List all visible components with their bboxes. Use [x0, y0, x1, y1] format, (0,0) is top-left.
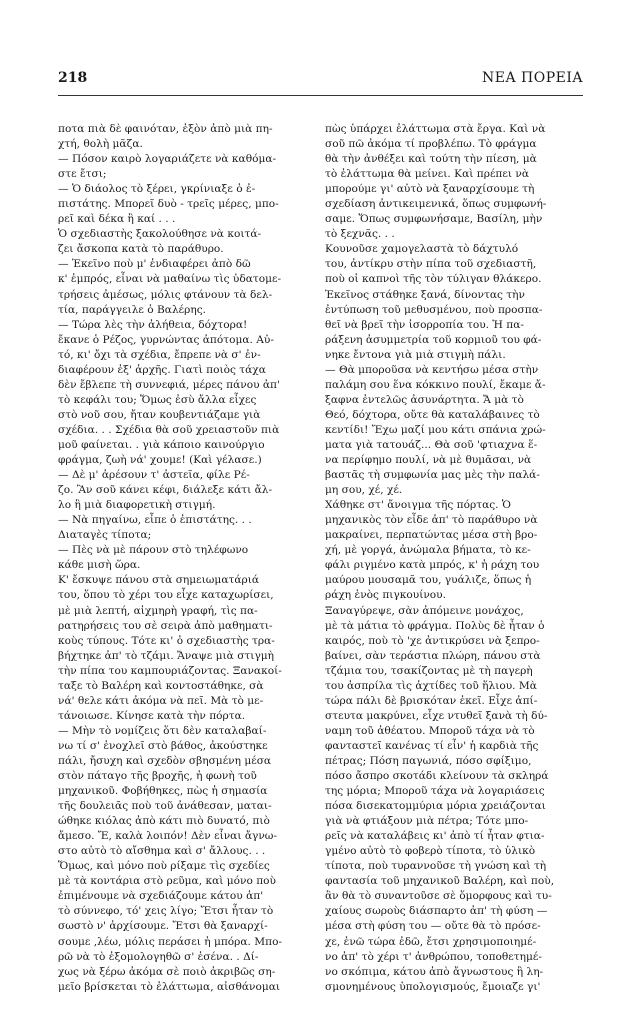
text-line: — Μὴν τὸ νομίζεις ὅτι δὲν καταλαβαί- — [58, 724, 267, 737]
text-line: ρῶ νὰ τὸ ἐξομολογηθῶ σ' ἐσένα. . Δί- — [58, 950, 259, 963]
text-line: σμονημένους ὑπολογισμούς, ἔμοιαζε γι' — [325, 980, 541, 993]
text-line: χτή, θολὴ μᾶζα. — [58, 138, 143, 151]
text-column-right — [325, 122, 583, 995]
text-line: βαίνει, σὰν τεράστια πλώρη, πάνου στὰ — [325, 649, 541, 662]
text-line: τὸ ξεχνᾶς. . . — [325, 228, 395, 241]
text-line: χή, μὲ γοργά, ἀνώμαλα βήματα, τὸ κε- — [325, 544, 531, 557]
text-line: — Τώρα λὲς τὴν ἀλήθεια, δόχτορα! — [58, 318, 248, 331]
text-line: ξαφνα ἐντελῶς ἀσυνάρτητα. Ἄ μὰ τὸ — [325, 393, 524, 406]
text-line: νηκε ἔντονα γιὰ μιὰ στιγμὴ πάλι. — [325, 348, 506, 361]
text-line: στο αὐτὸ τὸ αἴσθημα καὶ σ' ἄλλους. . . — [58, 845, 266, 858]
text-line: — Πὲς νὰ μὲ πάρουν στὸ τηλέφωνο — [58, 544, 249, 557]
text-line: πόσα δισεκατομμύρια μόρια χρειάζονται — [325, 800, 546, 813]
text-line: χαίους σωροὺς διάσπαρτο ἀπ' τὴ φύση — — [325, 905, 548, 918]
text-line: παλάμη σου ἕνα κόκκινο πουλί, ἔκαμε ἄ- — [325, 378, 546, 391]
text-line: Κ' ἔσκυψε πάνου στὰ σημειωματάριά — [58, 574, 260, 587]
text-line: γιὰ νὰ φτιάξουν μιὰ πέτρα; Τότε μπο- — [325, 815, 529, 828]
text-line: τὸ κεφάλι του; Ὅμως ἐσὺ ἄλλα εἶχες — [58, 393, 257, 406]
text-line: της μόρια; Μποροῦ τάχα νὰ λογαριάσεις — [325, 785, 545, 798]
page-header — [58, 70, 583, 92]
text-line: νο σκόπιμα, κάτου ἀπὸ ἄγνωστους ἢ λη- — [325, 965, 544, 978]
header-rule — [58, 95, 583, 96]
text-line: τζάμια του, τσακίζοντας μὲ τὴ παγερὴ — [325, 664, 533, 677]
text-line: τρήσεις ἀμέσως, μόλις φτάνουν τὰ δελ- — [58, 288, 273, 301]
text-line: φράγμα, ζωὴ νά' χουμε! (Καὶ γέλασε.) — [58, 454, 262, 467]
text-line: σχέδια. . . Σχέδια θὰ σοῦ χρειαστοῦν πιὰ — [58, 423, 280, 436]
text-line: στε ἔτσι; — [58, 168, 107, 181]
text-line: σαμε. Ὅπως συμφωνήσαμε, Βασίλη, μὴν — [325, 213, 543, 226]
text-line: κεντίδι! Ἔχω μαζί μου κάτι σπάνια χρώ- — [325, 423, 546, 436]
text-line: βαστᾶς τὴ συμφωνία μας μὲς τὴν παλά- — [325, 469, 540, 482]
text-line: Διαταγὲς τίποτα; — [58, 529, 152, 542]
text-line: χε, ἐνῶ τώρα ἐδῶ, ἔτσι χρησιμοποιημέ- — [325, 935, 537, 948]
text-line: Χάθηκε στ' ἄνοιγμα τῆς πόρτας. Ὁ — [325, 499, 511, 512]
text-line: να περίφημο πουλί, νὰ μὲ θυμᾶσαι, νὰ — [325, 454, 532, 467]
text-line: φαντασία τοῦ μηχανικοῦ Βαλέρη, καὶ ποὺ, — [325, 875, 555, 888]
text-line: στὸ νοῦ σου, ἤταν κουβεντιάζαμε γιὰ — [58, 408, 261, 421]
text-line: ματα γιὰ τατουάζ... Θὰ σοῦ 'φτιαχνα ἕ- — [325, 438, 538, 451]
text-line: κοὺς τύπους. Τότε κι' ὁ σχεδιαστὴς τρα- — [58, 634, 275, 647]
text-line: ράξενη ἀσυμμετρία τοῦ κορμιοῦ του φά- — [325, 333, 542, 346]
text-line: ἄμεσο. Ἔ, καλὰ λοιπόν! Δὲν εἶναι ἄγνω- — [58, 830, 277, 843]
text-line: ρεῖς νὰ καταλάβεις κι' ἀπὸ τί ἦταν φτια- — [325, 830, 545, 843]
text-line: τό, κι' ὄχι τὰ σχέδια, ἔπρεπε νὰ σ' ἐν- — [58, 348, 261, 361]
text-line: πάλι, ἤσυχη καὶ σχεδὸν σβησμένη μέσα — [58, 754, 272, 767]
text-line: θὰ τὴν ἀνθέξει καὶ τούτη τὴν πίεση, μὰ — [325, 153, 537, 166]
text-line: μπορούμε γι' αὐτὸ νὰ ξαναρχίσουμε τὴ — [325, 183, 535, 196]
text-line: κ' ἐμπρός, εἶναι νὰ μαθαίνω τὶς ὑδατομε- — [58, 273, 282, 286]
text-line: ώθηκε κιόλας ἀπὸ κάτι πιὸ δυνατό, πιὸ — [58, 815, 270, 828]
text-line: τία, παράγγειλε ὁ Βαλέρης. — [58, 303, 207, 316]
text-line: — Ὁ διάολος τὸ ξέρει, γκρίνιαξε ὁ ἐ- — [58, 183, 256, 196]
text-line: διαφέρουν ἐξ' ἀρχῆς. Γιατὶ ποιὸς τάχα — [58, 363, 266, 376]
text-line: ἂν θὰ τὸ συναντοῦσε σὲ ὅμορφους καὶ τυ- — [325, 890, 552, 903]
text-line: — Νὰ πηγαίνω, εἶπε ὁ ἐπιστάτης. . . — [58, 514, 252, 527]
text-line: ἐπιμένουμε νὰ σχεδιάζουμε κάτου ἀπ' — [58, 890, 264, 903]
text-line: δὲν ἔβλεπε τὴ συννεφιά, μέρες πάνου ἀπ' — [58, 378, 280, 391]
text-line: Ἐκεῖνος στάθηκε ξανά, δίνοντας τὴν — [325, 288, 525, 301]
text-line: ναμη τοῦ ἀθέατου. Μποροῦ τάχα νὰ τὸ — [325, 724, 535, 737]
text-line: φανταστεῖ κανένας τί εἶν' ἡ καρδιὰ τῆς — [325, 739, 539, 752]
text-line: νο ἀπ' τὸ χέρι τ' ἀνθρώπου, τοποθετημέ- — [325, 950, 542, 963]
text-line: μὲ μιὰ λεπτή, αἰχμηρὴ γραφή, τὶς πα- — [58, 604, 258, 617]
text-line: καιρός, ποὺ τὸ 'χε ἀντικρύσει νὰ ξεπρο- — [325, 634, 540, 647]
text-line: φάλι ριγμένο κατὰ μπρός, κ' ἡ ράχη του — [325, 559, 540, 572]
text-line: τώρα πάλι δὲ βρισκόταν ἐκεῖ. Εἶχε ἀπί- — [325, 694, 538, 707]
text-line: μοῦ φαίνεται. . γιὰ κάποιο καινούργιο — [58, 438, 265, 451]
text-line: ποτα πιὰ δὲ φαινόταν, ἐξὸν ἀπὸ μιὰ πη- — [58, 123, 273, 135]
text-line: λο ἢ μιὰ διαφορετικὴ στιγμή. — [58, 499, 216, 512]
text-line: Ὁ σχεδιαστὴς ξακολούθησε νὰ κοιτά- — [58, 228, 262, 241]
text-line: σουμε ,λέω, μόλις περάσει ἡ μπόρα. Μπο- — [58, 935, 283, 948]
text-line: μακραίνει, περπατώντας μέσα στὴ βρο- — [325, 529, 538, 542]
text-line: σοῦ πῶ ἀκόμα τί προβλέπω. Τὸ φράγμα — [325, 138, 537, 151]
text-line: μηχανικὸς τὸν εἶδε ἀπ' τὸ παράθυρο νὰ — [325, 514, 538, 527]
text-line: ἔκανε ὁ Ρέζος, γυρνώντας ἀπότομα. Αὐ- — [58, 333, 274, 346]
text-line: Κουνοῦσε χαμογελαστὰ τὸ δάχτυλό — [325, 243, 519, 256]
text-line: ποὺ οἱ καπνοὶ τῆς τὸν τύλιγαν θλάκερο. — [325, 273, 542, 286]
text-line: σχεδίαση ἀντικειμενικά, ὅπως συμφωνή- — [325, 198, 547, 211]
text-line: τῆς δουλειᾶς ποὺ τοῦ ἀνάθεσαν, μαται- — [58, 800, 272, 813]
text-line: Θεό, δόχτορα, οὔτε θὰ καταλάβαινες τὸ — [325, 408, 540, 421]
text-line: πιστάτης. Μπορεῖ δυὸ - τρεῖς μέρες, μπο- — [58, 198, 279, 211]
text-line: — Θὰ μποροῦσα νὰ κεντήσω μέσα στὴν — [325, 363, 539, 376]
text-line: νά' θελε κάτι ἀκόμα νὰ πεῖ. Μὰ τὸ με- — [58, 694, 264, 707]
text-line: χως νὰ ξέρω ἀκόμα σὲ ποιὸ ἀκριβῶς ση- — [58, 965, 276, 978]
text-column-left — [58, 122, 316, 995]
text-line: — Δὲ μ' ἀρέσουν τ' ἀστεῖα, φίλε Ρέ- — [58, 469, 250, 482]
text-line: τὴν πίπα του καμπουριάζοντας. Ξανακοί- — [58, 664, 282, 677]
text-line: Ὅμως, καὶ μόνο ποὺ ρίξαμε τὶς σχεδίες — [58, 860, 270, 873]
text-line: θεῖ νὰ βρεῖ τὴν ἰσορροπία του. Ἡ πα- — [325, 318, 524, 331]
text-line: ἐντύπωση τοῦ μεθυσμένου, ποὺ προσπα- — [325, 303, 543, 316]
text-line: μηχανικοῦ. Φοβήθηκες, πὼς ἡ σημασία — [58, 785, 268, 798]
text-line: τίποτα, ποὺ τυραννοῦσε τὴ γνώση καὶ τὴ — [325, 860, 547, 873]
text-line: τὸ ἐλάττωμα θὰ μείνει. Καὶ πρέπει νὰ — [325, 168, 530, 181]
text-line: του, ὅπου τὸ χέρι του εἶχε καταχωρίσει, — [58, 589, 274, 602]
text-line: τάνοιωσε. Κίνησε κατὰ τὴν πόρτα. — [58, 709, 246, 722]
text-line: μαύρου μουσαμᾶ του, γυάλιζε, ὅπως ἡ — [325, 574, 532, 587]
text-line: μη σου, χέ, χέ. — [325, 484, 403, 497]
text-line: στευτα μακρύνει, εἶχε ντυθεῖ ξανὰ τὴ δύ- — [325, 709, 548, 722]
text-line: σωστὸ ν' ἀρχίσουμε. Ἔτσι θὰ ξαναρχί- — [58, 920, 268, 933]
page-number: 218 — [58, 70, 88, 86]
text-line: πόσο ἄσπρο σκοτάδι κλείνουν τὰ σκληρά — [325, 770, 549, 783]
text-line: ταξε τὸ Βαλέρη καὶ κοντοστάθηκε, σὰ — [58, 679, 264, 692]
text-line: μεῖο βρίσκεται τὸ ἐλάττωμα, αἰσθάνομαι — [58, 980, 281, 993]
text-line: ζει ἄσκοπα κατὰ τὸ παράθυρο. — [58, 243, 224, 256]
text-line: — Ἐκεῖνο ποὺ μ' ἐνδιαφέρει ἀπὸ δῶ — [58, 258, 251, 271]
text-line: μὲ τὰ μάτια τὸ φράγμα. Πολὺς δὲ ἦταν ὁ — [325, 619, 545, 632]
text-line: — Πόσον καιρὸ λογαριάζετε νὰ καθόμα- — [58, 153, 277, 166]
text-line: ράχη ἑνὸς πιγκουίνου. — [325, 589, 446, 602]
text-line: του, ἀντίκρυ στὴν πίπα τοῦ σχεδιαστῆ, — [325, 258, 537, 271]
text-line: γμένο αὐτὸ τὸ φοβερὸ τίποτα, τὸ ὑλικὸ — [325, 845, 536, 858]
text-line: νω τί σ' ἐνοχλεῖ στὸ βάθος, ἀκούστηκε — [58, 739, 268, 752]
text-line: ζο. Ἂν σοῦ κάνει κέφι, διάλεξε κάτι ἄλ- — [58, 484, 273, 497]
text-line: Ξαναγύρεψε, σὰν ἀπόμεινε μονάχος, — [325, 604, 524, 617]
text-line: ρατηρήσεις του σὲ σειρὰ ἀπὸ μαθηματι- — [58, 619, 273, 632]
text-line: πέτρας; Πόση παγωνιά, πόσο σφίξιμο, — [325, 754, 532, 767]
text-line: τὸ σύννεφο, τό' χεις λίγο; Ἔτσι ἦταν τὸ — [58, 905, 274, 918]
text-line: μὲ τὰ κοντάρια στὸ ρεῦμα, καὶ μόνο ποὺ — [58, 875, 276, 888]
text-line: βήχτηκε ἀπ' τὸ τζάμι. Ἄναψε μιὰ στιγμὴ — [58, 649, 275, 662]
running-title: ΝΕΑ ΠΟΡΕΙΑ — [482, 70, 583, 86]
text-line: του ἀσπρίλα τὶς ἀχτίδες τοῦ ἥλιου. Μὰ — [325, 679, 537, 692]
text-line: ρεῖ καὶ δέκα ἢ καί . . . — [58, 213, 176, 226]
text-line: στὸν πάταγο τῆς βροχῆς, ἡ φωνὴ τοῦ — [58, 770, 257, 783]
text-line: κάθε μισὴ ὥρα. — [58, 559, 141, 572]
text-line: μέσα στὴ φύση του — οὔτε θὰ τὸ πρόσε- — [325, 920, 541, 933]
text-line: πὼς ὑπάρχει ἐλάττωμα στὰ ἔργα. Καὶ νὰ — [325, 123, 546, 135]
